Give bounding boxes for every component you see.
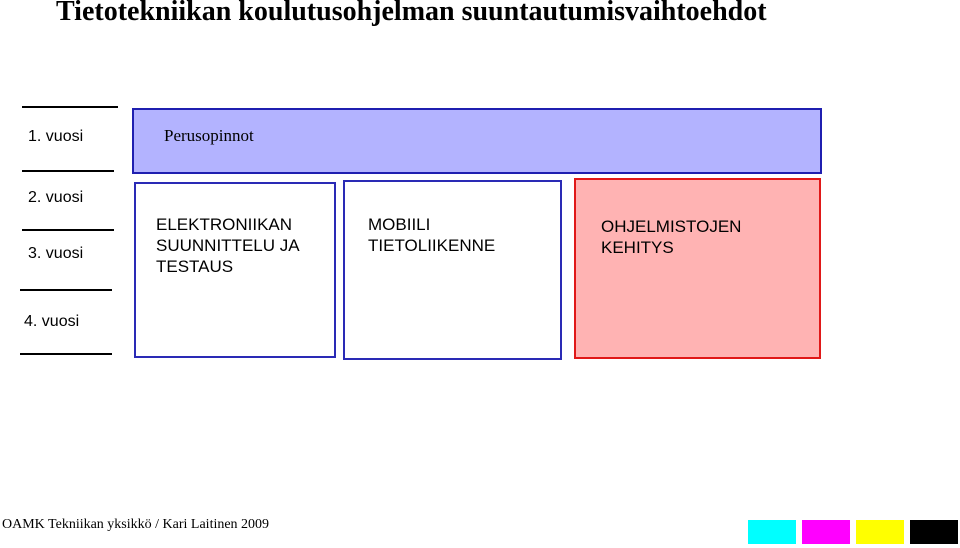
year-label: 4. vuosi — [24, 313, 80, 330]
track-box-mobile — [343, 180, 562, 360]
footer-text: OAMK Tekniikan yksikkö / Kari Laitinen 2009 — [2, 517, 270, 532]
divider — [22, 106, 118, 108]
color-swatch-magenta — [802, 520, 850, 544]
color-swatch-black — [910, 520, 958, 544]
page-title: Tietotekniikan koulutusohjelman suuntautumisvaihtoehdot — [56, 0, 767, 27]
divider — [22, 229, 114, 231]
track-box-software — [574, 178, 821, 359]
divider — [22, 170, 114, 172]
divider — [20, 353, 112, 355]
track-label: OHJELMISTOJEN KEHITYS — [601, 217, 742, 257]
basic-studies-box — [132, 108, 822, 174]
track-label: ELEKTRONIIKAN SUUNNITTELU JA TESTAUS — [156, 215, 300, 276]
divider — [20, 289, 112, 291]
track-label: MOBIILI TIETOLIIKENNE — [368, 215, 496, 255]
track-box-electronics — [134, 182, 336, 358]
year-label: 3. vuosi — [28, 245, 84, 262]
year-label: 2. vuosi — [28, 189, 84, 206]
year-label: 1. vuosi — [28, 128, 84, 145]
color-swatch-cyan — [748, 520, 796, 544]
color-swatch-yellow — [856, 520, 904, 544]
basic-studies-label: Perusopinnot — [164, 126, 254, 145]
